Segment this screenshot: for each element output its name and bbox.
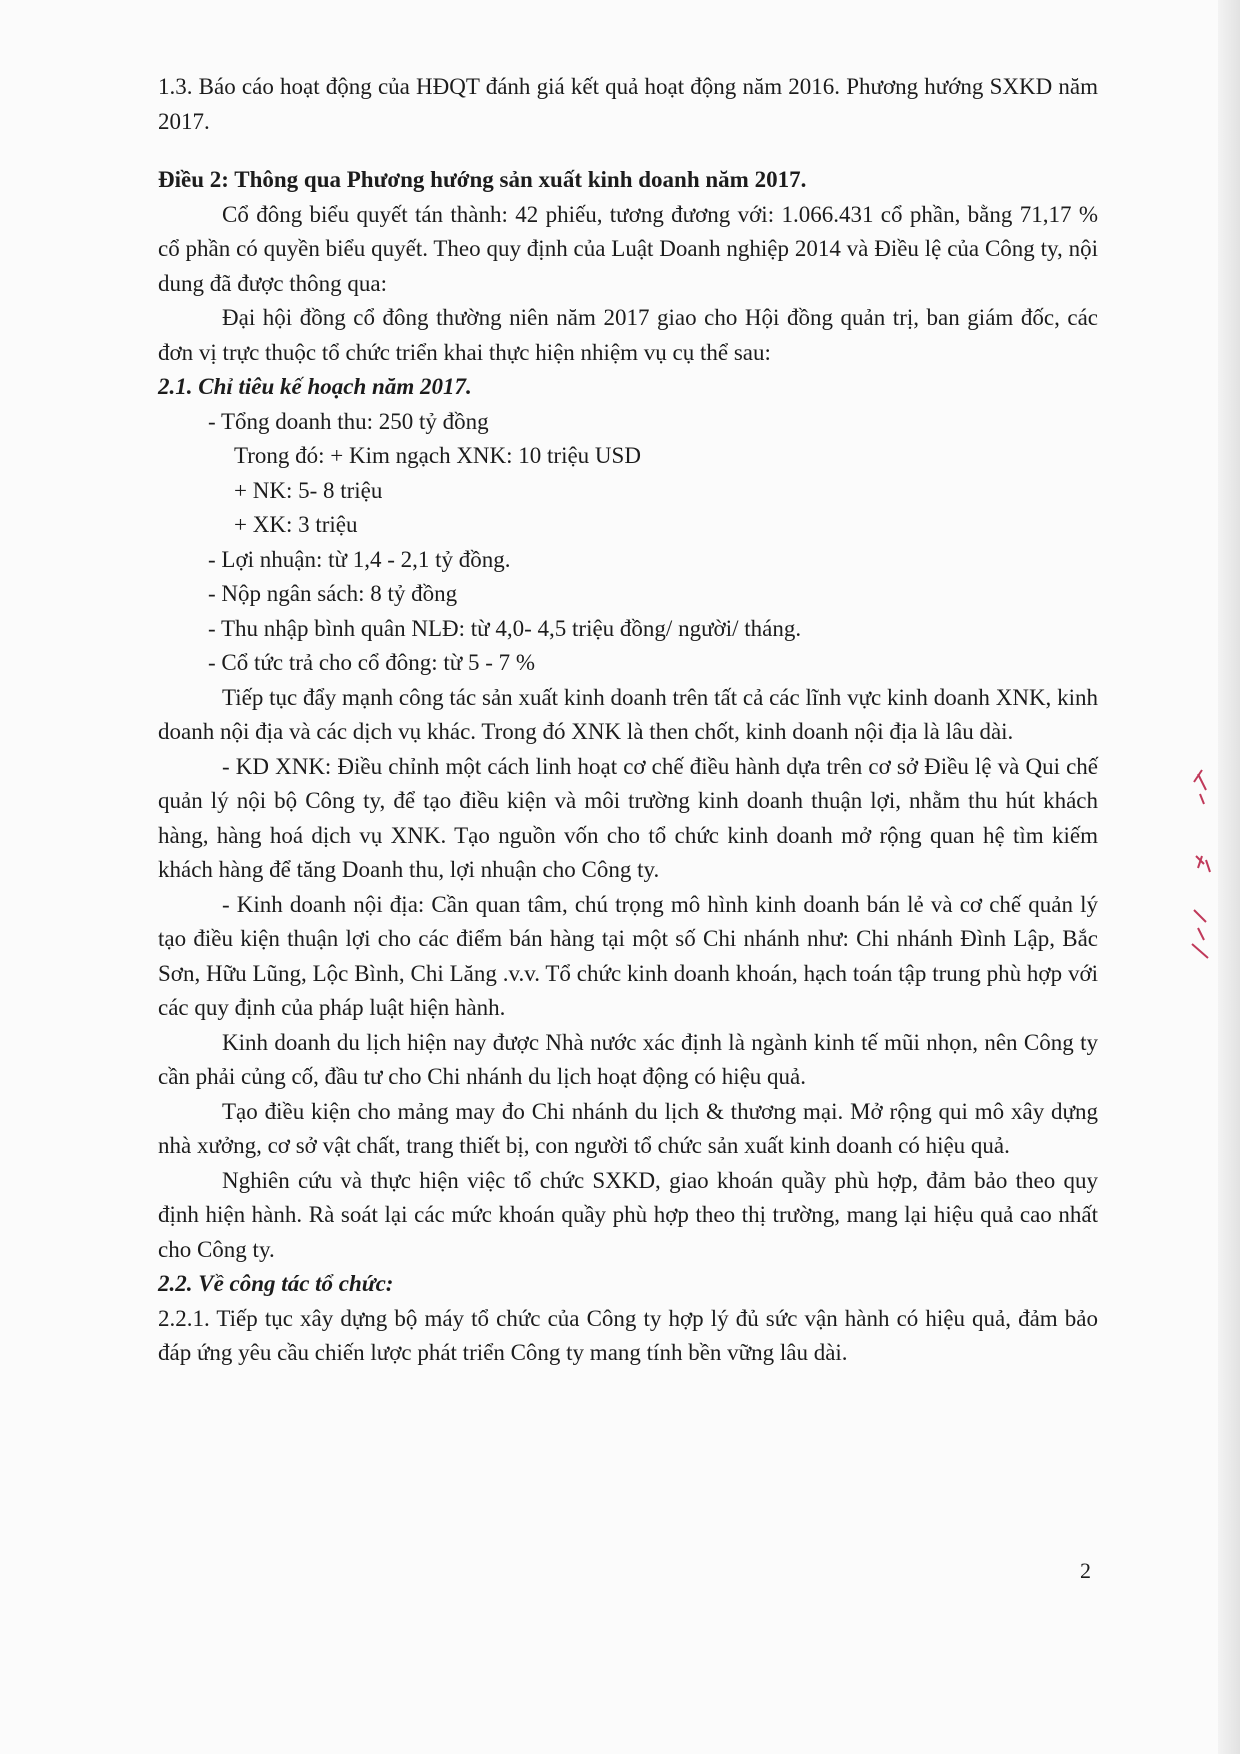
target-in-which: Trong đó: + Kim ngạch XNK: 10 triệu USD [234, 443, 641, 468]
scan-edge-shadow [1218, 0, 1240, 1754]
section-2-2-heading: 2.2. Về công tác tổ chức: [158, 1271, 394, 1296]
page-number: 2 [1080, 1558, 1091, 1583]
paragraph-1-3: 1.3. Báo cáo hoạt động của HĐQT đánh giá kết quả hoạt động năm 2016. Phương hướng SXKD năm 2017. [158, 74, 1098, 134]
article-2-heading: Điều 2: Thông qua Phương hướng sản xuất kinh doanh năm 2017. [158, 167, 807, 192]
target-dividend: - Cổ tức trả cho cổ đông: từ 5 - 7 % [208, 650, 536, 675]
domestic-business-paragraph: - Kinh doanh nội địa: Cần quan tâm, chú trọng mô hình kinh doanh bán lẻ và cơ chế quản lý tạo điều kiện thuận lợi cho các điểm bán hàng tại một số Chi nhánh như: Chi nhánh Đình Lập, Bắc Sơn, Hữu Lũng, Lộc Bình, Chi Lăng .v.v. Tổ chức kinh doanh khoán, hạch toán tập trung phù hợp với các quy định của pháp luật hiện hành. [158, 891, 1098, 1020]
target-income: - Thu nhập bình quân NLĐ: từ 4,0- 4,5 triệu đồng/ người/ tháng. [208, 615, 802, 641]
target-revenue: - Tổng doanh thu: 250 tỷ đồng [208, 408, 489, 434]
section-2-1-heading: 2.1. Chỉ tiêu kế hoạch năm 2017. [158, 374, 472, 399]
target-budget: - Nộp ngân sách: 8 tỷ đồng [208, 581, 458, 606]
continue-paragraph: Tiếp tục đẩy mạnh công tác sản xuất kinh doanh trên tất cả các lĩnh vực kinh doanh XNK, kinh doanh nội địa và các dịch vụ khác. Trong đó XNK là then chốt, kinh doanh nội địa là lâu dài. [158, 684, 1098, 744]
document-body [158, 70, 1098, 1371]
kd-xnk-paragraph: - KD XNK: Điều chỉnh một cách linh hoạt cơ chế điều hành dựa trên cơ sở Điều lệ và Qui chế quản lý nội bộ Công ty, để tạo điều kiện và môi trường kinh doanh thuận lợi, nhằm thu hút khách hàng, hàng hoá dịch vụ XNK. Tạo nguồn vốn cho tổ chức kinh doanh mở rộng quan hệ tìm kiếm khách hàng để tăng Doanh thu, lợi nhuận cho Công ty. [158, 753, 1098, 882]
target-profit: - Lợi nhuận: từ 1,4 - 2,1 tỷ đồng. [208, 546, 511, 572]
assembly-paragraph: Đại hội đồng cổ đông thường niên năm 2017 giao cho Hội đồng quản trị, ban giám đốc, các đơn vị trực thuộc tổ chức triển khai thực hiện nhiệm vụ cụ thể sau: [158, 305, 1098, 365]
research-paragraph: Nghiên cứu và thực hiện việc tổ chức SXKD, giao khoán quầy phù hợp, đảm bảo theo quy định hiện hành. Rà soát lại các mức khoán quầy phù hợp theo thị trường, mang lại hiệu quả cao nhất cho Công ty. [158, 1167, 1098, 1262]
vote-paragraph: Cổ đông biểu quyết tán thành: 42 phiếu, tương đương với: 1.066.431 cổ phần, bằng 71,17 % cổ phần có quyền biểu quyết. Theo quy định của Luật Doanh nghiệp 2014 và Điều lệ của Công ty, nội dung đã được thông qua: [158, 201, 1098, 296]
paragraph-2-2-1: 2.2.1. Tiếp tục xây dựng bộ máy tổ chức của Công ty hợp lý đủ sức vận hành có hiệu quả, đảm bảo đáp ứng yêu cầu chiến lược phát triển Công ty mang tính bền vững lâu dài. [158, 1305, 1098, 1365]
target-export: + XK: 3 triệu [234, 512, 358, 537]
target-import: + NK: 5- 8 triệu [234, 477, 383, 503]
seal-stamp-fragment [1180, 760, 1220, 970]
tailoring-paragraph: Tạo điều kiện cho mảng may đo Chi nhánh du lịch & thương mại. Mở rộng qui mô xây dựng nhà xưởng, cơ sở vật chất, trang thiết bị, con người tổ chức sản xuất kinh doanh có hiệu quả. [158, 1098, 1098, 1158]
tourism-paragraph: Kinh doanh du lịch hiện nay được Nhà nước xác định là ngành kinh tế mũi nhọn, nên Công ty cần phải củng cố, đầu tư cho Chi nhánh du lịch hoạt động có hiệu quả. [158, 1029, 1098, 1089]
